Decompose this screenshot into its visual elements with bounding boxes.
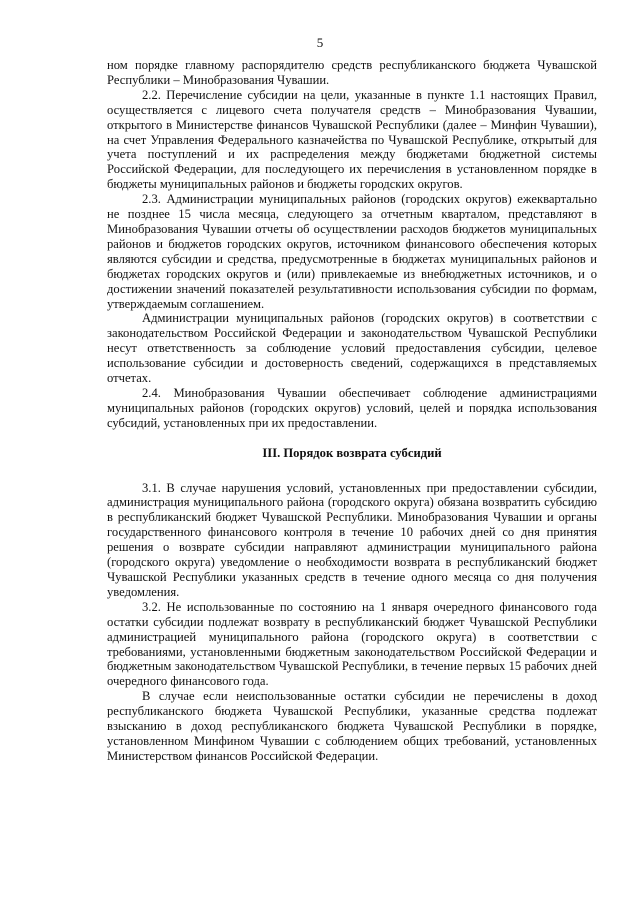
paragraph-3-1: 3.1. В случае нарушения условий, установленных при предоставлении субсидии, администрация муниципального района (городского округа) обязана возвратить субсидию в республиканский бюджет Чувашской Республики. Минобразования Чувашии и органы государственного финансового контроля в течение 10 рабочих дней со дня принятия решения о возврате субсидии направляют администрации муниципального района (городского округа) уведомление о необходимости возврата в республиканский бюджет Чувашской Республики указанных средств в течение одного месяца со дня получения уведомления. — [107, 480, 597, 599]
paragraph-2-4: 2.4. Минобразования Чувашии обеспечивает соблюдение администрациями муниципальных районов (городских округов) условий, целей и порядка использования субсидий, установленных при их предоставлении. — [107, 385, 597, 430]
page-number: 5 — [316, 35, 324, 50]
paragraph-continuation: ном порядке главному распорядителю средств республиканского бюджета Чувашской Республики – Минобразования Чувашии. — [107, 58, 597, 87]
section-heading-iii: III. Порядок возврата субсидий — [262, 445, 442, 460]
document-body — [107, 58, 597, 764]
paragraph-3-2: 3.2. Не использованные по состоянию на 1 января очередного финансового года остатки субсидии подлежат возврату в республиканский бюджет Чувашской Республики администрацией муниципального района (городского округа) в соответствии с требованиями, установленными бюджетным законодательством Российской Федерации и бюджетным законодательством Чувашской Республики, в течение первых 15 рабочих дней очередного финансового года. — [107, 599, 597, 689]
paragraph-unused-balances: В случае если неиспользованные остатки субсидии не перечислены в доход республиканского бюджета Чувашской Республики, указанные средства подлежат взысканию в доход республиканского бюджета Чувашской Республики в порядке, установленном Минфином Чувашии с соблюдением общих требований, установленных Министерством финансов Российской Федерации. — [107, 689, 597, 763]
paragraph-2-3: 2.3. Администрации муниципальных районов (городских округов) ежеквартально не позднее 15 числа месяца, следующего за отчетным кварталом, представляют в Минобразования Чувашии отчеты об осуществлении расходов бюджетов муниципальных районов и бюджетов городских округов, источником финансового обеспечения которых являются субсидии и средства, предусмотренные в бюджетах муниципальных районов и бюджетах городских округов и (или) привлекаемые из внебюджетных источников, и о достижении значений показателей результативности использования субсидии по формам, утверждаемым соглашением. — [107, 192, 597, 311]
paragraph-2-2: 2.2. Перечисление субсидии на цели, указанные в пункте 1.1 настоящих Правил, осуществляется с лицевого счета получателя средств – Минобразования Чувашии, открытого в Министерстве финансов Чувашской Республики (далее – Минфин Чувашии), на счет Управления Федерального казначейства по Чувашской Республике, открытый для учета поступлений и их распределения между бюджетами бюджетной системы Российской Федерации, для последующего их перечисления в установленном порядке в бюджеты муниципальных районов и бюджеты городских округов. — [107, 87, 597, 192]
paragraph-administrations-responsibility: Администрации муниципальных районов (городских округов) в соответствии с законодательством Российской Федерации и законодательством Чувашской Республики несут ответственность за соблюдение условий предоставления субсидии, целевое использование субсидии и достоверность сведений, содержащихся в представляемых отчетах. — [107, 311, 597, 386]
